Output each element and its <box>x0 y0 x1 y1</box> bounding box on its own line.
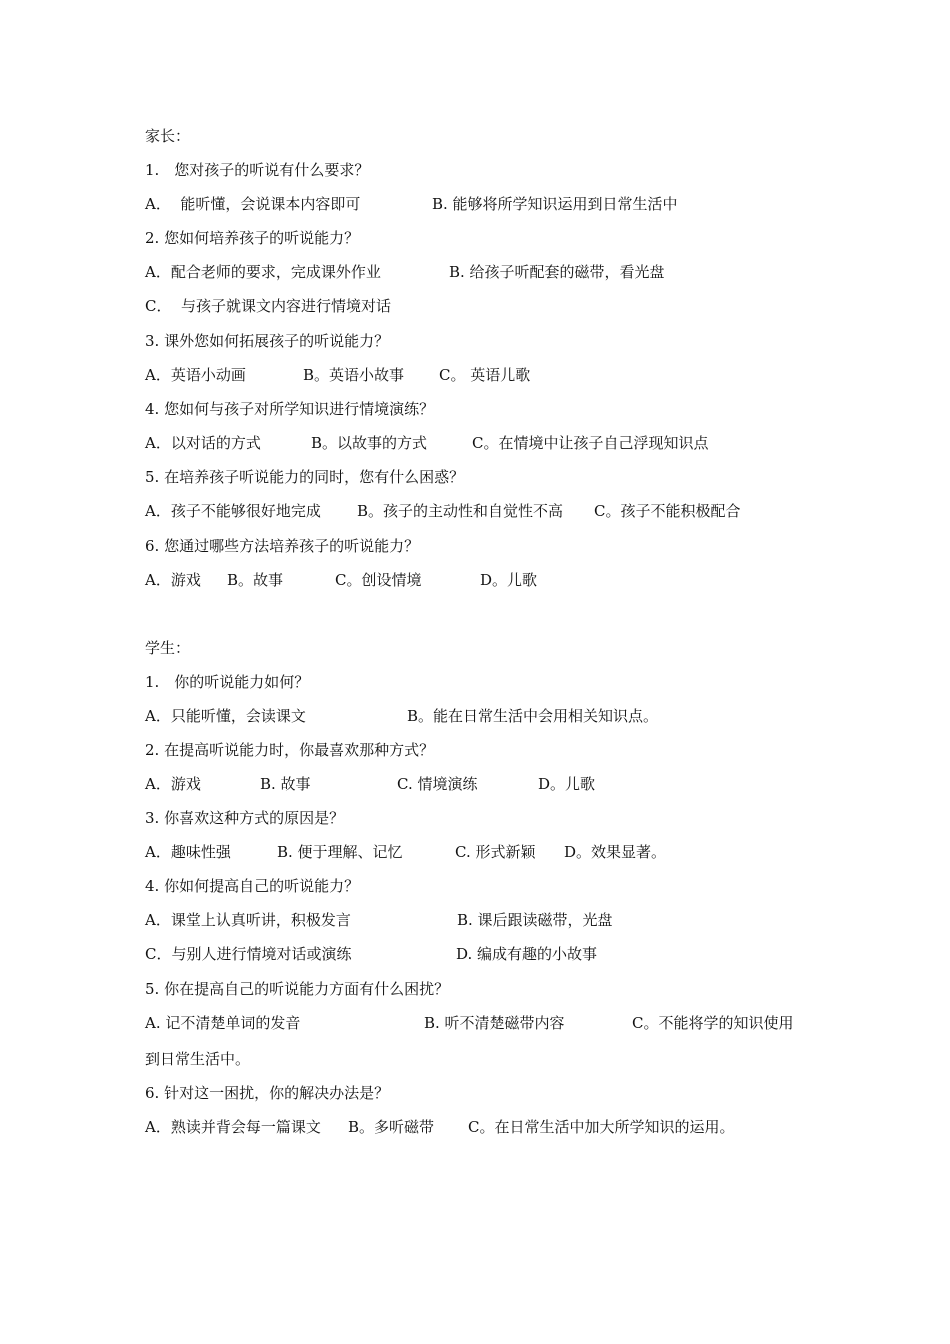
question: 2. 您如何培养孩子的听说能力？ <box>145 229 360 247</box>
answer-options <box>145 192 678 216</box>
option-a: A．游戏 <box>145 775 201 793</box>
question: 2. 在提高听说能力时，你最喜欢那种方式？ <box>145 741 435 759</box>
answer-options <box>145 942 598 966</box>
answer-options <box>145 1115 735 1139</box>
question: 1. 您对孩子的听说有什么要求？ <box>145 161 370 179</box>
option-a: A．英语小动画 <box>145 366 246 384</box>
option-c: C。在情境中让孩子自己浮现知识点 <box>472 434 709 452</box>
section-heading-parent: 家长： <box>145 127 191 145</box>
answer-options <box>145 772 596 796</box>
option-b: B。英语小故事 <box>303 366 405 384</box>
option-a: A．以对话的方式 <box>145 434 261 452</box>
section-heading-student: 学生： <box>145 639 191 657</box>
option-c: C。孩子不能积极配合 <box>594 502 741 520</box>
option-c: C。在日常生活中加大所学知识的运用。 <box>468 1118 735 1136</box>
question: 6. 您通过哪些方法培养孩子的听说能力？ <box>145 537 420 555</box>
answer-options <box>145 840 667 864</box>
question: 3. 课外您如何拓展孩子的听说能力？ <box>145 332 390 350</box>
option-c: C。创设情境 <box>335 571 422 589</box>
answer-options <box>145 260 665 284</box>
question: 5. 你在提高自己的听说能力方面有什么困扰？ <box>145 980 450 998</box>
answer-options <box>145 294 392 318</box>
answer-options <box>145 568 538 592</box>
option-d: D. 编成有趣的小故事 <box>456 945 598 963</box>
option-a: A．课堂上认真听讲，积极发言 <box>145 911 351 929</box>
option-c: C。 英语儿歌 <box>439 366 531 384</box>
option-b: B。能在日常生活中会用相关知识点。 <box>407 707 659 725</box>
option-b: B. 便于理解、记忆 <box>277 843 403 861</box>
answer-options <box>145 363 531 387</box>
option-a: A．只能听懂，会读课文 <box>145 707 306 725</box>
option-d: D。效果显著。 <box>564 843 667 861</box>
option-d: D。儿歌 <box>480 571 538 589</box>
option-b: B。孩子的主动性和自觉性不高 <box>357 502 564 520</box>
answer-options <box>145 704 659 728</box>
question: 5. 在培养孩子听说能力的同时，您有什么困惑？ <box>145 468 465 486</box>
option-c: C。不能将学的知识使用 <box>632 1014 794 1032</box>
option-a: A． 能听懂，会说课本内容即可 <box>145 195 361 213</box>
question: 6. 针对这一困扰，你的解决办法是？ <box>145 1084 390 1102</box>
answer-options <box>145 1011 794 1035</box>
option-b: B. 课后跟读磁带，光盘 <box>457 911 613 929</box>
option-c: C． 与孩子就课文内容进行情境对话 <box>145 297 392 315</box>
option-b: B。故事 <box>227 571 284 589</box>
option-d: D。儿歌 <box>538 775 596 793</box>
answer-options <box>145 431 709 455</box>
option-b: B. 能够将所学知识运用到日常生活中 <box>432 195 678 213</box>
option-b: B。多听磁带 <box>348 1118 435 1136</box>
option-c: C. 情境演练 <box>397 775 478 793</box>
option-b: B. 给孩子听配套的磁带，看光盘 <box>449 263 665 281</box>
option-a: A．配合老师的要求，完成课外作业 <box>145 263 381 281</box>
question: 3. 你喜欢这种方式的原因是？ <box>145 809 345 827</box>
option-a: A. 记不清楚单词的发音 <box>145 1014 301 1032</box>
option-c: C．与别人进行情境对话或演练 <box>145 945 352 963</box>
question: 4. 你如何提高自己的听说能力？ <box>145 877 360 895</box>
option-a: A．孩子不能够很好地完成 <box>145 502 321 520</box>
option-a: A．趣味性强 <box>145 843 231 861</box>
option-a: A．游戏 <box>145 571 201 589</box>
answer-options <box>145 499 741 523</box>
question: 1. 你的听说能力如何？ <box>145 673 310 691</box>
option-b: B。以故事的方式 <box>311 434 428 452</box>
option-b: B. 故事 <box>260 775 311 793</box>
option-a: A．熟读并背会每一篇课文 <box>145 1118 321 1136</box>
answer-options <box>145 908 613 932</box>
question: 4. 您如何与孩子对所学知识进行情境演练？ <box>145 400 435 418</box>
option-c: C. 形式新颖 <box>455 843 536 861</box>
option-b: B. 听不清楚磁带内容 <box>424 1014 565 1032</box>
answer-continuation: 到日常生活中。 <box>145 1050 251 1068</box>
